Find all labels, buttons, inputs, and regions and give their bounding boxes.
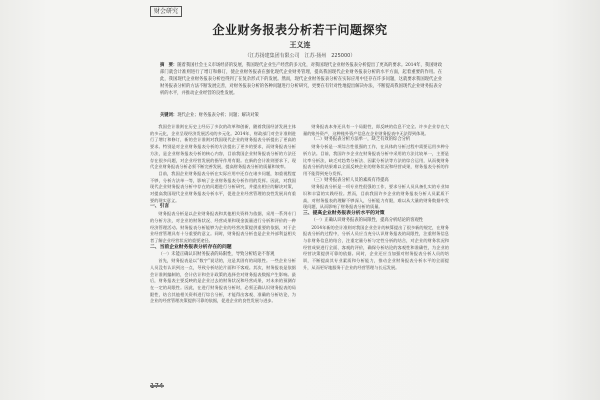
abstract-label: 摘 要： xyxy=(160,63,178,68)
body-paragraph: 财务分析是一项综合性很强的工作，在具体的分析过程中需要运用多种分析方法。目前，我国许多企业在财务报表分析中采用的方法比较单一，主要是比率分析法，缺乏对趋势分析法、因素分析法等方法的综合运用，从而使财务报表分析的结果难以全面反映企业的财务状况和经营成果，财务报表分析的作用不能得到充分发挥。 xyxy=(303,144,449,176)
section-heading: 一、引言 xyxy=(150,204,170,210)
article-title: 企业财务报表分析若干问题探究 xyxy=(212,23,388,37)
keywords-label: 关键词： xyxy=(160,113,178,118)
author-affiliation: （江苏扬建集团有限公司 江苏·扬州 225000） xyxy=(244,53,356,59)
column-tag: 财会研究 xyxy=(150,6,182,17)
abstract-text: 随着我国社会主义市场经济的发展，我国现代企业生产经营的多元化，对我国现代企业财务报表分析提出了更高的要求。2014年，我国财政部门就会计准则进行了增订和修订，使企业财务报表在强化现代企业财务管理，提高我国现代企业财务报表分析的水平方面，起着重要的作用。在此，我国现代企业财务报表分析也得到了在复杂形式下的发展。然而，现代企业财务报表分析在实际应用中还存在许多问题，这就要求我国现代企业财务报表分析的方法不断发展完善，对财务报表分析的各种问题进行分析研究，更要在有针对性地提出解决办法，不断提高我国现代企业财务报表分析的水平，并推动企业经营的良性发展。 xyxy=(160,63,443,97)
body-paragraph: 首先，财务报表是以“数字”说话的，这是其固有的局限性。一些企业分析人员没有认识到这一点，导致分析结论片面和不客观。其次，财务报表是依据会计准则编制的，会计估计和会计政策的选择会对财务报表数据产生影响。最后，财务报表主要反映的是企业过去的财务状况和经营成果，对未来的预测存在一定的局限性。因此，在进行财务报表分析时，必须正确认识财务报表的局限性，结合其他相关资料进行综合分析，才能得出客观、准确的分析结论，为企业的经营管理决策提供可靠的依据，促进企业的良性发展与进步。 xyxy=(150,258,296,304)
subsection-heading: （二）财务报表分析方法单一，缺乏有效的综合分析 xyxy=(311,137,411,143)
author-name: 王义连 xyxy=(289,41,311,49)
body-paragraph: 目前，我国企业财务报表分析在实际应用中还存在诸多问题，如重视程度不够，分析方法单一等，影响了企业财务报表分析作用的发挥。因此，对我国现代企业财务报表分析中存在的问题进行分析研究，并提出相应的解决对策，对提高我国现代企业财务报表分析水平，促进企业经营管理的良性发展具有重要的现实意义。 xyxy=(150,170,296,203)
section-heading: 三、提高企业财务报表分析水平的对策 xyxy=(303,211,385,217)
subsection-heading: （一）正确认识财务报表的局限性，提高分析结论的客观性 xyxy=(311,217,424,223)
body-column-right xyxy=(303,124,449,382)
subsection-heading: （一）未能正确认识财务报表的局限性，导致分析结论不客观 xyxy=(158,251,275,257)
body-paragraph: 财务报表本身还具有一个局限性，即反映的信息不完全。许多企业存在大量的账外资产，这种账外资产信息在企业财务报表中无法得到体现。 xyxy=(303,124,449,136)
section-heading: 二、当前企业财务报表分析存在的问题 xyxy=(150,244,232,250)
body-paragraph: 2014年新的会计准则对我国企业会计的核算提出了很多新的规定，在财务报表分析的过程中，分析人员应当充分认识财务报表的局限性，注重财务信息与非财务信息的结合，注重定量分析与定性分析的结合，对企业的财务状况和经营成果进行全面、客观的评价，确保分析结论的客观性和准确性，为企业的经营决策提供可靠的依据。同时，企业还应当加强对财务报表分析人员的培训，不断提高其专业素质和分析能力，推动企业财务报表分析水平的全面提升，从而更好地服务于企业的经营管理与长远发展。 xyxy=(303,224,449,270)
body-paragraph: 财务报表分析是一项专业性很强的工作，要求分析人员具备扎实的专业知识和丰富的实践经验。然而，目前我国许多企业的财务报表分析人员素质不高，对财务报表的理解不够深入，分析能力有限，难以从大量的财务数据中发现问题，从而影响了财务报表分析的质量。 xyxy=(303,184,449,210)
keywords xyxy=(160,112,442,119)
body-paragraph: 我国会计准则在历史上经历了多次的改革和创新，随着我国经济发展主体的多元化，企业呈现经济发展活动的多元化。2014年，财政部门对会计准则进行了增订和修订，新的会计准则对我国现代企业的财务报表分析提出了更高的要求。特别是对企业财务报表分析的方法提出了更多的要求，而财务报表分析方法，是企业财务报表分析的核心内容，目前我国企业财务报表分析的方法还存在很多问题，对企业经营发展的指导作用有限。在新的会计准则要求下，现代企业财务报表分析必须不断完善发展，提高财务报表分析的质量和效率。 xyxy=(150,124,296,170)
abstract xyxy=(160,62,442,97)
subsection-heading: （三）财务报表分析人员的素质有待提高 xyxy=(311,177,389,183)
body-column-left xyxy=(150,124,296,382)
body-paragraph: 财务报表分析是以企业财务报表和其他相关资料为依据，采用一系列专门的分析方法，对企业的财务状况、经营成果和现金流量进行分析和评价的一种经济管理活动。财务报表分析能够为企业的经营决策提供重要的依据，对于企业经营管理具有十分重要的意义。同时，财务报表分析也是企业外部利益相关者了解企业经营状况的重要途径。 xyxy=(150,211,296,244)
page-number-bar xyxy=(150,385,164,387)
keywords-text: 现代企业；财务报表分析；问题；解决对策 xyxy=(177,113,259,118)
